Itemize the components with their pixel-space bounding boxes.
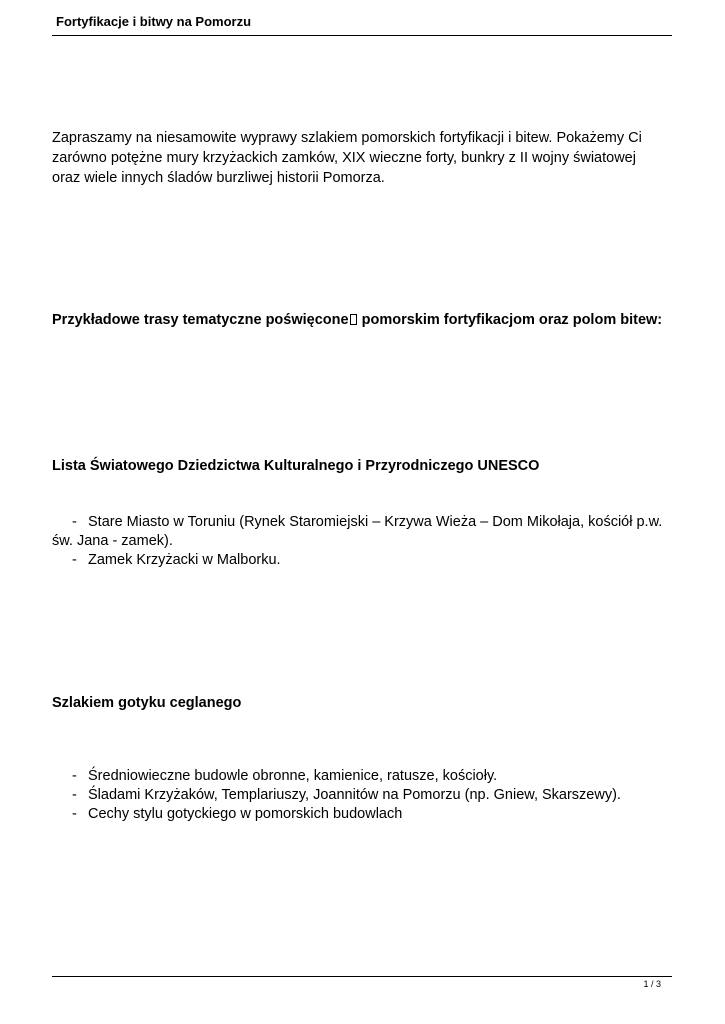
list-item-text: Zamek Krzyżacki w Malborku.	[88, 552, 281, 568]
gothic-heading: Szlakiem gotyku ceglanego	[52, 695, 242, 711]
list-item-text: Stare Miasto w Toruniu (Rynek Staromiejski – Krzywa Wieża – Dom Mikołaja, kościół p.w. św. Jana - zamek).	[52, 514, 663, 549]
list-item	[52, 786, 672, 805]
footer-rule	[52, 976, 672, 977]
header-rule	[52, 35, 672, 36]
unesco-list	[52, 513, 672, 570]
list-item	[52, 767, 672, 786]
document-header-title: Fortyfikacje i bitwy na Pomorzu	[56, 14, 252, 29]
intro-paragraph: Zapraszamy na niesamowite wyprawy szlakiem pomorskich fortyfikacji i bitew. Pokażemy Ci zarówno potężne mury krzyżackich zamków, XIX wieczne forty, bunkry z II wojny światowej oraz wiele innych śladów burzliwej historii Pomorza.	[52, 130, 642, 186]
dash-marker: -	[72, 514, 77, 530]
dash-marker: -	[72, 768, 77, 784]
routes-heading-text-end: pomorskim fortyfikacjom oraz polom bitew:	[357, 312, 663, 328]
list-item-text: Cechy stylu gotyckiego w pomorskich budowlach	[88, 806, 403, 822]
list-item	[52, 805, 672, 824]
dash-marker: -	[72, 806, 77, 822]
list-item	[52, 513, 672, 551]
missing-glyph-icon	[350, 314, 357, 325]
unesco-heading: Lista Światowego Dziedzictwa Kulturalnego i Przyrodniczego UNESCO	[52, 458, 540, 474]
routes-heading-text-start: Przykładowe trasy tematyczne poświęcone	[52, 312, 349, 328]
routes-heading	[52, 312, 662, 328]
list-item-text: Śladami Krzyżaków, Templariuszy, Joannitów na Pomorzu (np. Gniew, Skarszewy).	[88, 787, 621, 803]
gothic-list	[52, 767, 672, 824]
list-item	[52, 551, 672, 570]
page-number: 1 / 3	[643, 979, 661, 989]
dash-marker: -	[72, 787, 77, 803]
dash-marker: -	[72, 552, 77, 568]
list-item-text: Średniowieczne budowle obronne, kamienice, ratusze, kościoły.	[88, 768, 498, 784]
